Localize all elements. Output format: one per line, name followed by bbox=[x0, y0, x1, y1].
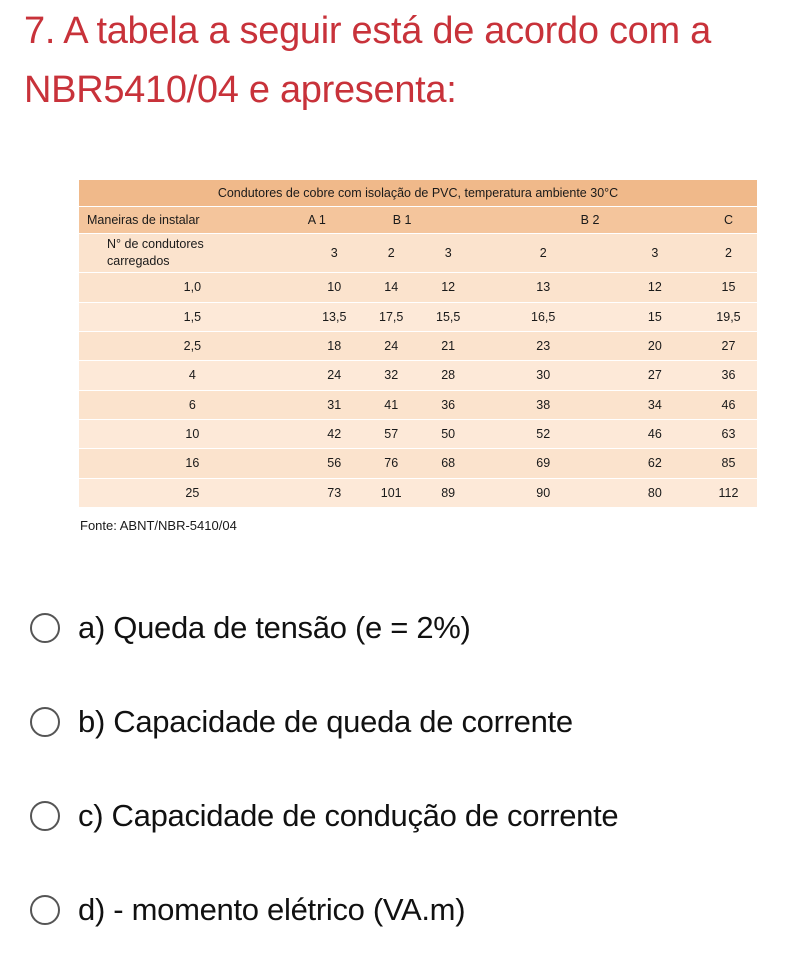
table-source: Fonte: ABNT/NBR-5410/04 bbox=[80, 518, 237, 533]
table-cell: 80 bbox=[610, 478, 700, 507]
row-section-mm2: 25 bbox=[79, 478, 306, 507]
radio-button-icon[interactable] bbox=[30, 707, 60, 737]
row-section-mm2: 2,5 bbox=[79, 331, 306, 360]
subheader-label-line-2: carregados bbox=[107, 254, 170, 269]
row-section-mm2: 6 bbox=[79, 390, 306, 419]
table-row bbox=[79, 331, 757, 360]
subheader-count: 2 bbox=[700, 234, 757, 273]
table-cell: 27 bbox=[700, 331, 757, 360]
table-cell: 69 bbox=[477, 449, 610, 478]
table-row bbox=[79, 273, 757, 302]
table-cell: 28 bbox=[420, 361, 477, 390]
row-section-mm2: 16 bbox=[79, 449, 306, 478]
subheader-count: 2 bbox=[363, 234, 420, 273]
table-cell: 24 bbox=[363, 331, 420, 360]
table-cell: 30 bbox=[477, 361, 610, 390]
table-title: Condutores de cobre com isolação de PVC, temperatura ambiente 30°C bbox=[79, 180, 757, 207]
table-cell: 10 bbox=[306, 273, 363, 302]
option-label: a) Queda de tensão (e = 2%) bbox=[78, 610, 471, 645]
table-cell: 50 bbox=[420, 419, 477, 448]
table-cell: 101 bbox=[363, 478, 420, 507]
table-cell: 15,5 bbox=[420, 302, 477, 331]
question-line-1: 7. A tabela a seguir está de acordo com a bbox=[24, 10, 711, 52]
header-group-c: C bbox=[700, 207, 757, 234]
table-cell: 42 bbox=[306, 419, 363, 448]
table-cell: 36 bbox=[700, 361, 757, 390]
option-b[interactable] bbox=[30, 692, 790, 752]
data-table bbox=[79, 180, 757, 508]
radio-button-icon[interactable] bbox=[30, 613, 60, 643]
table-cell: 14 bbox=[363, 273, 420, 302]
table-cell: 15 bbox=[700, 273, 757, 302]
table-cell: 21 bbox=[420, 331, 477, 360]
option-label: d) - momento elétrico (VA.m) bbox=[78, 892, 466, 927]
table-cell: 15 bbox=[610, 302, 700, 331]
table-cell: 52 bbox=[477, 419, 610, 448]
table-cell: 31 bbox=[306, 390, 363, 419]
header-group-a1: A 1 bbox=[306, 207, 363, 234]
table-cell: 90 bbox=[477, 478, 610, 507]
table-row bbox=[79, 302, 757, 331]
subheader-count: 3 bbox=[420, 234, 477, 273]
table-cell: 38 bbox=[477, 390, 610, 419]
table-cell: 63 bbox=[700, 419, 757, 448]
table-cell: 23 bbox=[477, 331, 610, 360]
table-cell: 73 bbox=[306, 478, 363, 507]
subheader-count: 2 bbox=[477, 234, 610, 273]
table-cell: 85 bbox=[700, 449, 757, 478]
row-section-mm2: 10 bbox=[79, 419, 306, 448]
answer-options bbox=[30, 598, 790, 974]
table-cell: 36 bbox=[420, 390, 477, 419]
table-cell: 89 bbox=[420, 478, 477, 507]
option-a[interactable] bbox=[30, 598, 790, 658]
table-body bbox=[79, 273, 757, 508]
table-cell: 12 bbox=[420, 273, 477, 302]
table-header-row bbox=[79, 207, 757, 234]
table-row bbox=[79, 449, 757, 478]
table-cell: 27 bbox=[610, 361, 700, 390]
table-cell: 32 bbox=[363, 361, 420, 390]
subheader-label bbox=[79, 234, 306, 273]
table-cell: 41 bbox=[363, 390, 420, 419]
table-cell: 19,5 bbox=[700, 302, 757, 331]
subheader-label-line-1: N° de condutores bbox=[107, 237, 204, 252]
question-line-2: NBR5410/04 e apresenta: bbox=[24, 69, 457, 111]
table-cell: 34 bbox=[610, 390, 700, 419]
header-group-b1: B 1 bbox=[363, 207, 477, 234]
table-subheader-row bbox=[79, 234, 757, 273]
table-row bbox=[79, 361, 757, 390]
row-section-mm2: 4 bbox=[79, 361, 306, 390]
option-label: c) Capacidade de condução de corrente bbox=[78, 798, 619, 833]
table-cell: 46 bbox=[610, 419, 700, 448]
row-section-mm2: 1,5 bbox=[79, 302, 306, 331]
table-cell: 68 bbox=[420, 449, 477, 478]
table-row bbox=[79, 419, 757, 448]
table-cell: 17,5 bbox=[363, 302, 420, 331]
table-row bbox=[79, 390, 757, 419]
table-cell: 18 bbox=[306, 331, 363, 360]
table-title-row bbox=[79, 180, 757, 207]
table-cell: 12 bbox=[610, 273, 700, 302]
table-cell: 16,5 bbox=[477, 302, 610, 331]
subheader-count: 3 bbox=[306, 234, 363, 273]
table-cell: 24 bbox=[306, 361, 363, 390]
table-cell: 76 bbox=[363, 449, 420, 478]
header-manner-label: Maneiras de instalar bbox=[79, 207, 306, 234]
table-row bbox=[79, 478, 757, 507]
option-c[interactable] bbox=[30, 786, 790, 846]
subheader-count: 3 bbox=[610, 234, 700, 273]
radio-button-icon[interactable] bbox=[30, 895, 60, 925]
radio-button-icon[interactable] bbox=[30, 801, 60, 831]
ampacity-table bbox=[79, 180, 757, 508]
table-cell: 13,5 bbox=[306, 302, 363, 331]
table-cell: 62 bbox=[610, 449, 700, 478]
row-section-mm2: 1,0 bbox=[79, 273, 306, 302]
table-cell: 20 bbox=[610, 331, 700, 360]
table-cell: 13 bbox=[477, 273, 610, 302]
table-cell: 46 bbox=[700, 390, 757, 419]
option-d[interactable] bbox=[30, 880, 790, 940]
table-cell: 112 bbox=[700, 478, 757, 507]
table-cell: 56 bbox=[306, 449, 363, 478]
table-cell: 57 bbox=[363, 419, 420, 448]
option-label: b) Capacidade de queda de corrente bbox=[78, 704, 573, 739]
question-text bbox=[24, 2, 794, 120]
header-group-b2: B 2 bbox=[477, 207, 700, 234]
